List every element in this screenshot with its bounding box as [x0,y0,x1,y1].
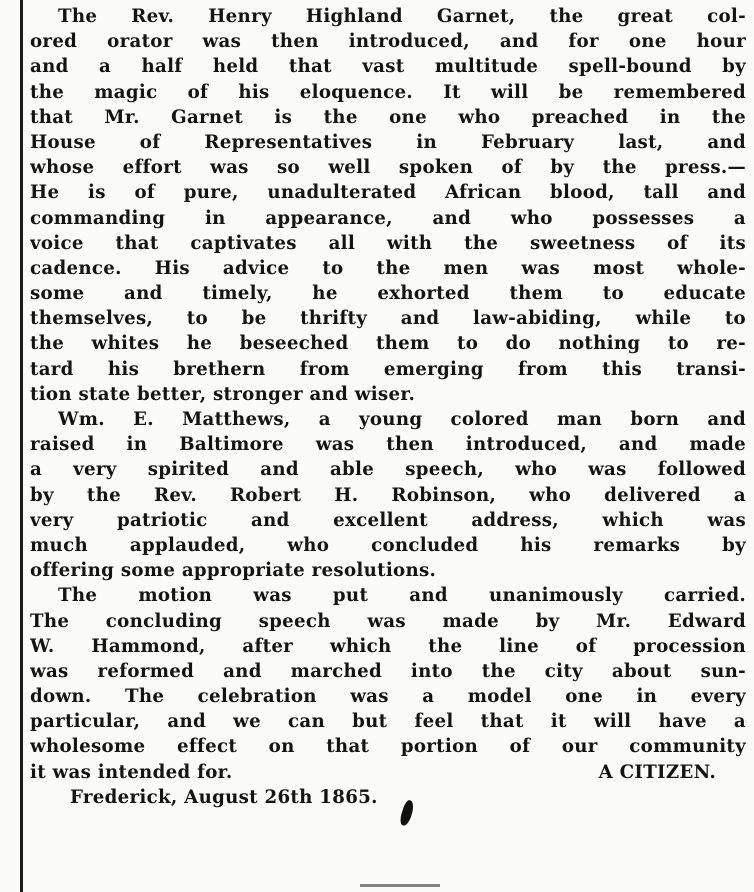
paragraph-1 [30,4,746,407]
text-line: The Rev. Henry Highland Garnet, the great col- [58,6,746,27]
signature-line [30,760,746,785]
text-line: wholesome effect on that portion of our community [30,736,746,758]
text-line: W. Hammond, after which the line of procession [30,635,746,657]
text-line: and a half held that vast multitude spell-bound by [30,56,746,78]
text-line: House of Representatives in February last, and [30,131,746,153]
text-line: the magic of his eloquence. It will be remembered [30,81,746,103]
text-line: The concluding speech was made by Mr. Edward [30,610,746,632]
text-line: a very spirited and able speech, who was followed [30,459,746,481]
text-line: particular, and we can but feel that it will have a [30,711,746,733]
text-line: commanding in appearance, and who possesses a [30,207,746,229]
text-line: much applauded, who concluded his remarks by [30,534,746,556]
text-line: cadence. His advice to the men was most whole- [30,257,746,279]
text-line: that Mr. Garnet is the one who preached in the [30,106,746,128]
text-line: the whites he beseeched them to do nothing to re- [30,333,746,355]
article-body [30,4,746,810]
text-line: voice that captivates all with the sweetness of its [30,232,746,254]
text-line: tard his brethern from emerging from this transi- [30,358,746,380]
text-line: down. The celebration was a model one in every [30,686,746,708]
text-line: very patriotic and excellent address, which was [30,509,746,531]
text-line: some and timely, he exhorted them to educate [30,283,746,305]
paragraph-2 [30,407,746,583]
paragraph-3 [30,583,746,785]
text-line: offering some appropriate resolutions. [30,560,437,582]
text-line: Wm. E. Matthews, a young colored man born and [58,409,746,430]
text-line: whose effort was so well spoken of by the press.— [30,157,746,179]
text-line: by the Rev. Robert H. Robinson, who delivered a [30,484,746,506]
text-line: The motion was put and unanimously carried. [58,585,746,607]
text-line: tion state better, stronger and wiser. [30,383,416,405]
signature: A CITIZEN. [598,761,716,783]
text-line: He is of pure, unadulterated African blood, tall and [30,182,746,204]
text-line: ored orator was then introduced, and for one hour [30,31,746,53]
text-line: themselves, to be thrifty and law-abiding, while to [30,308,746,330]
print-artifact [360,884,440,887]
text-line: it was intended for. [30,761,233,783]
column-rule [20,0,23,892]
dateline: Frederick, August 26th 1865. [70,786,378,808]
text-line: raised in Baltimore was then introduced, and made [30,434,746,456]
text-line: was reformed and marched into the city about sun- [30,660,746,682]
